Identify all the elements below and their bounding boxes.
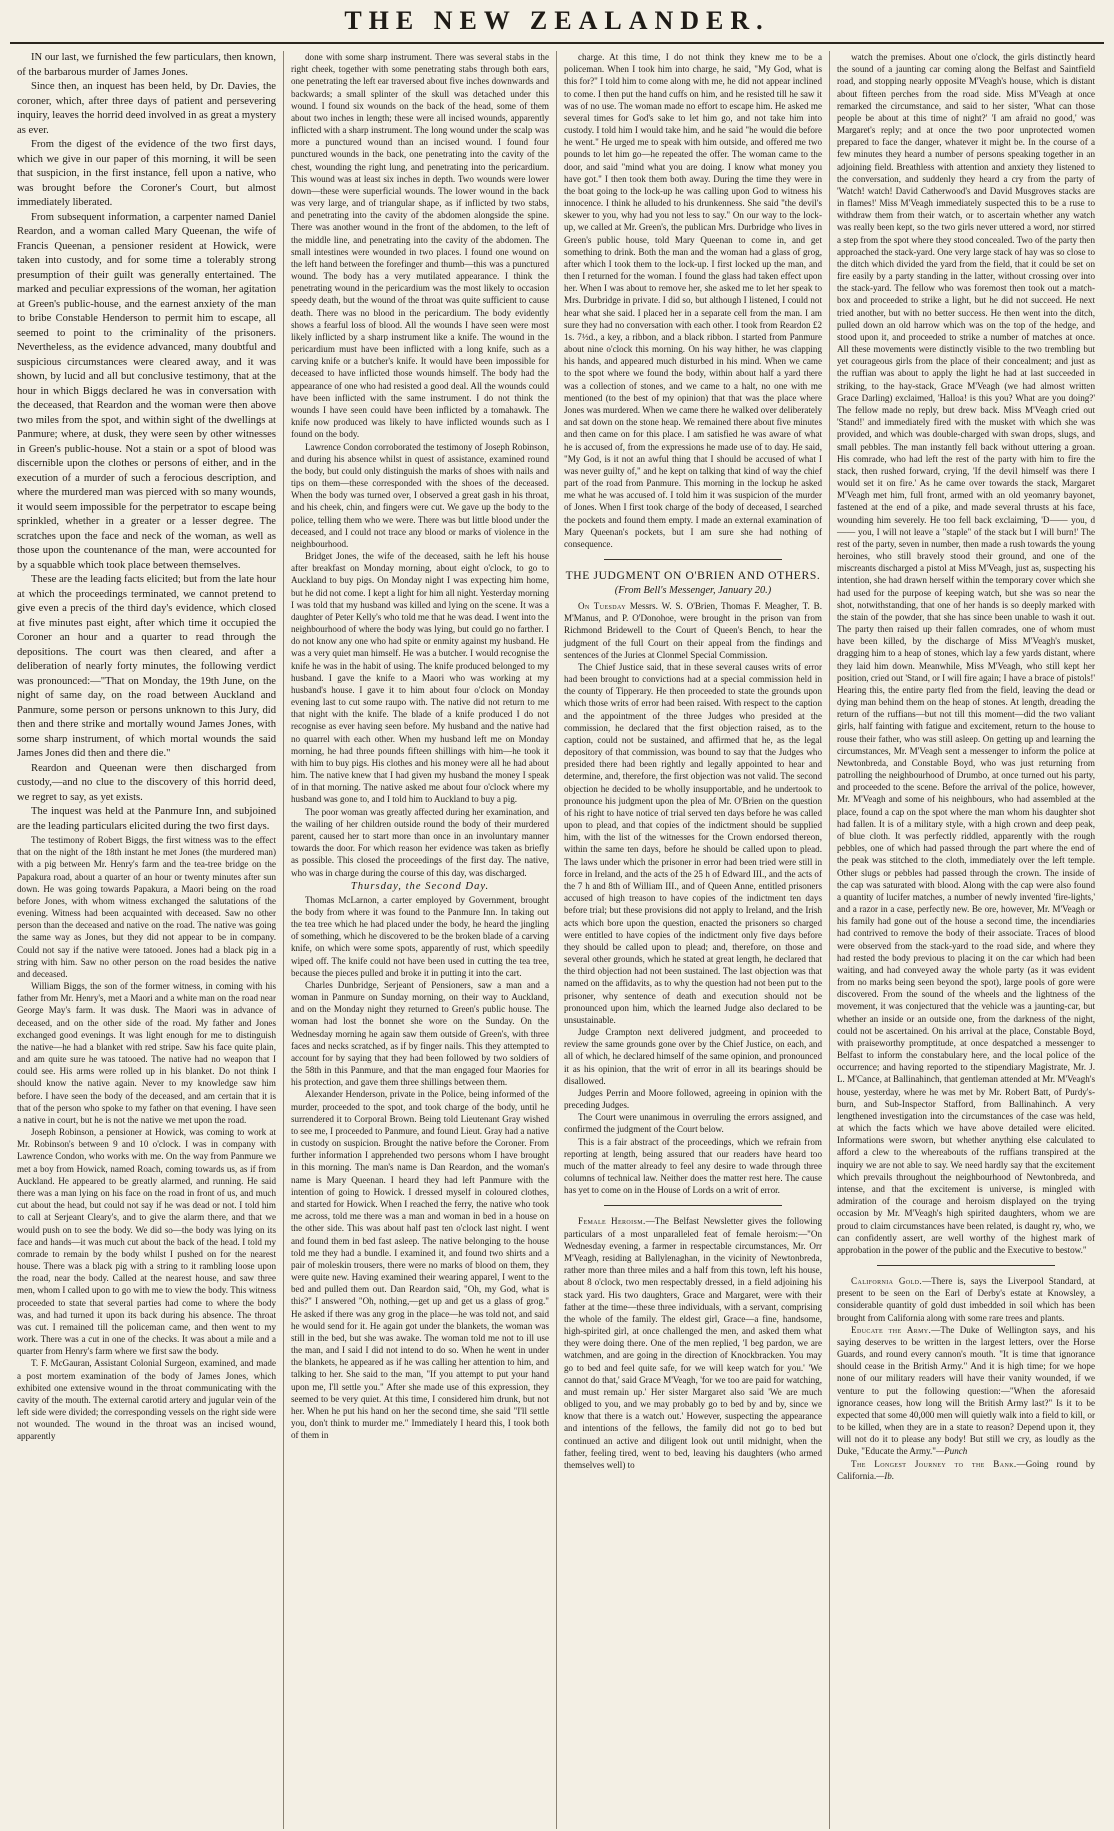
article-headline: THE JUDGMENT ON O'BRIEN AND OTHERS. [565,569,821,583]
inline-text: —The Belfast Newsletter gives the following particulars of a most unparalleled feat of female heroism:—"On Wednesday evening, a farmer in respectable circumstances, Mr. Orr M'Veagh, residing at Ballylenaghan, in the vicinity of Newtonbreda, rather more than three miles and a half from this town, left his house, about 8 o'clock, two men respectably dressed, in a field adjoining his stack yard. His two daughters, Grace and Margaret, were with their father at the time—these three individuals, with a servant, comprising the whole of the family. The eldest girl, Grace—a fine, handsome, high-spirited girl, at once challenged the men, and asked them what they were doing there. One of the men replied, 'I beg pardon, we are watchmen, and are going in the direction of Knockbracken. You may go to bed and feel quite safe, for we will keep watch for you.' 'We cannot do that,' said Grace M'Veagh, 'for we too are paid for watching, and must remain up.' Her sister Margaret also said 'We are much obliged to you, and we may probably go to bed by and by, since we know that there is a watch out.' However, suspecting the appearance and intentions of the fellows, the family did not go to bed but continued an active and diligent look out until midnight, when the father, feeling tired, went to bed, leaving his daughters (who armed themselves well) to [564,1216,822,1470]
columns [10,51,1104,1829]
article-paragraph: The Court were unanimous in overruling the errors assigned, and confirmed the judgment of the Court below. [564,1112,822,1135]
column-1 [10,51,283,1829]
article-paragraph: From the digest of the evidence of the two first days, which we give in our paper of this morning, it will be seen that suspicion, in the first instance, fell upon a native, who was brought before the Coroner's Court, but almost immediately liberated. [17,139,276,208]
testimony-paragraph: done with some sharp instrument. There was several stabs in the right cheek, together with some penetrating stabs through both ears, one penetrating the left ear traversed about five inches downwards and backwards; a small splinter of the skull was detached under this wound. I found six wounds on the back of the head, some of them about two inches in length; these were all incised wounds, apparently inflicted with a sharp instrument. The long wound under the scalp was more a punctured wound than an incised wound. I found four punctured wounds in the back, one penetrating into the cavity of the chest, wounding the right lung, and penetrating into the pericardium. This wound was at least six inches in depth. Two wounds were lower down—these were superficial wounds. The lower wound in the back was very large, and of triangular shape, as if inflicted by two stabs, and penetrating into the cavity of the abdomen alongside the spine. There was another wound in the front of the abdomen, to the left of the middle line, and penetrating into the cavity of the abdomen. The small intestines were wounded in two places. I found one wound on the left hand between the forefinger and thumb—this was a punctured wound. The body has a very mutilated appearance. I think the penetrating wound in the pericardium was the most likely to occasion speedy death, but the wound of the throat was quite sufficient to cause death. There was no blood in the pericardium. The body evidently shows a fearful loss of blood. All the wounds I have seen were most likely inflicted by a sharp instrument like a knife. The wound in the pericardium must have been inflicted with a long knife, such as a carving knife or a butcher's knife. It would have been impossible for deceased to have inflicted those wounds himself. The body had the appearance of one who had resisted a good deal. All the wounds could have been inflicted with the same instrument. I do not think the wounds I have seen could have been inflicted by a tomahawk. The knife now produced was likely to have inflicted wounds such as I found on the body. [291,52,549,440]
testimony-paragraph: Alexander Henderson, private in the Police, being informed of the murder, proceeded to the spot, and took charge of the body, until he surrendered it to Corporal Brown. Being told Lieutenant Gray wished to see me, I proceeded to Panmure, and found Lieut. Gray had a native in custody on suspicion. Brought the native before the Coroner. From further information I apprehended two persons whom I have brought in this morning. The man's name is Dan Reardon, and the woman's name is Mary Queenan. I heard they had left Panmure with the intention of going to Howick. I dressed myself in coloured clothes, and started for Howick. When I reached the ferry, the native who took me across, told me there was a man and woman in bed in a house on the other side. This was about half past ten o'clock last night. I went and found them in bed fast asleep. The native belonging to the house told me they had a bundle. I examined it, and found two shirts and a pair of moleskin trousers, there were no marks of blood on them, they were quite new. Having examined their wearing apparel, I went to the bed and pulled them out. Dan Reardon said, "Oh, my God, what is this?" I answered "Oh, nothing,—get up and get us a glass of grog." He asked if there was any grog in the place—he was told not, and said he would send for it. He again got under the blankets, the woman was still in the bed, but she was awake. The woman told me not to ill use the man, and I said I did not intend to do so. When he went in under the blankets, he appeared as if he was calling her attention to him, and talking to her. She said to the man, "If you attempt to put your hand upon me, I'll settle you." After she made use of this expression, they seemed to be very quiet. At this time, I considered him drunk, but not her. When he put his hand on her the second time, she said "I'll settle you, don't think to murder me." Immediately I heard this, I took both of them in [291,1089,549,1441]
testimony-paragraph: Bridget Jones, the wife of the deceased, saith he left his house after breakfast on Monday morning, about eight o'clock, to go to Auckland to buy pigs. On Monday night I was expecting him home, but he did not come. I kept a light for him all night. Yesterday morning I was told that my husband was killed and lying on the scene. It was a daughter of Peter Kelly's who told me that he was dead. I went into the neighbourhood of where the body was lying, but could go no farther. I do not know any one who had spite or enmity against my husband. He was a very quiet man himself. He was a butcher. I would recognise the knife he was in the habit of using. The knife produced belonged to my husband. I gave the knife to a Maori who was working at my husband's house. I gave it to him about four o'clock on Monday evening last to cut some raupo with. The native did not return to me that night with the knife. The blade of a knife produced I do not recognise as ever having seen before. My husband and the native had no quarrel with each other. When my husband left me on Monday morning, he had three pounds fifteen shillings with him—he took it with him to buy pigs. His clothes and his money were all he had about him. The native knew that I had given my husband the money I speak of in that morning. The native asked me about four o'clock where my husband was gone to, and I told him to Auckland to buy a pig. [291,551,549,805]
note-credit: —Punch [936,1446,968,1457]
day-heading: Thursday, the Second Day. [350,880,490,892]
column-3 [556,51,829,1829]
note-heading: California Gold. [851,1276,923,1287]
note-heading: Educate the Army. [851,1324,932,1335]
article-paragraph: IN our last, we furnished the few particulars, then known, of the barbarous murder of James Jones. [17,52,276,78]
article-lead-paragraph [564,600,822,661]
article-paragraph: The inquest was held at the Panmure Inn, and subjoined are the leading particulars elicited during the two first days. [17,806,276,832]
article-source: (From Bell's Messenger, January 20.) [614,585,772,597]
inline-heading: Female Heroism. [578,1216,646,1227]
note-text: —The Duke of Wellington says, and his saying deserves to be written in the largest letters, over the Horse Guards, and round every cannon's mouth. "It is time that ignorance should cease in the British Army." And it is high time; for we hope none of our military readers will have their vanity wounded, if we venture to put the following question:—"When the aforesaid ignorance ceases, how long will the British Army last?" Is it to be expected that some 40,000 men will quietly walk into a field to kill, or to be killed, when they are in a state to reason? Depend upon it, they will not do it to please any body! But still we cry, as loudly as the Duke, "Educate the Army." [837,1324,1095,1457]
lead-text: Messrs. W. S. O'Brien, Thomas F. Meagher, T. B. M'Manus, and P. O'Donohoe, were brought in the prison van from Richmond Bridewell to the Court of Queen's Bench, to hear the judgment of the full Court on their appeal from the findings and sentences of the Juries at Clonmel Special Commission. [564,601,822,660]
column-2 [283,51,556,1829]
testimony-paragraph: Charles Dunbridge, Serjeant of Pensioners, saw a man and a woman in Panmure on Sunday morning, on their way to Auckland, and on the Monday night they returned to Green's public house. The woman had lost the bonnet she wore on the Sunday. On the Wednesday morning he again saw them outside of Green's, with three faces and necks scratched, as if by finger nails. This they attempted to account for by saying that they had been followed by two soldiers of the 58th in this Panmure, and that the man engaged four Maories for his protection, and gave them three shillings between them. [291,979,549,1088]
article-paragraph: This is a fair abstract of the proceedings, which we refrain from reporting at length, being assured that our readers have heard too much of the matter already to feel any desire to wade through three columns of technical law. Neither does the matter rest here. The cause has yet to come on in the House of Lords on a writ of error. [564,1136,822,1196]
masthead: THE NEW ZEALANDER. [10,6,1104,44]
article-paragraph: Reardon and Queenan were then discharged from custody,—and no clue to the discovery of this horrid deed, we regret to say, as yet exists. [17,762,276,803]
testimony-paragraph: William Biggs, the son of the former witness, in coming with his father from Mr. Henry's, met a Maori and a white man on the road near George May's farm. It was dusk. The Maori was in advance of deceased, and on the other side of the road. My father and Jones exchanged good evenings. It was light enough for me to distinguish the native—he had a blanket with red stripe. Saw his face quite plain, and am quite sure he was tatooed. The native had no weapon that I could see. His arms were rolled up in his blanket. Do not think I should know the native again. Never to my knowledge saw him before. I have seen the body of the deceased, and am certain that it is that of the person who spoke to my father on that evening. I have seen a native in court, but he is not the native we met upon the road. [17,981,276,1125]
note-text: —There is, says the Liverpool Standard, at present to be seen on the Earl of Derby's estate at Knowsley, a considerable quantity of gold dust imbedded in soil which has been brought from California along with some rare trees and plants. [837,1276,1095,1323]
divider-rule [604,1205,782,1206]
column-4 [829,51,1102,1829]
news-note [837,1275,1095,1324]
testimony-paragraph: The testimony of Robert Biggs, the first witness was to the effect that on the night of the 18th instant he met Jones (the murdered man) with a pig between Mr. Henry's farm and the tea-tree bridge on the Papakura road, about a quarter of an hour or twenty minutes after sun down. He was going towards Papakura, a Maori being on the road before Jones, with whom witness exchanged the salutations of the evening. Witness had been acquainted with deceased. Saw no other person than the deceased and native on the road. The native was going the same way as Jones, but they did not appear to be in company. Could not say if the native were tatooed. Jones had a black pig in a string with him. Saw no other person on the road besides the native and deceased. [17,835,276,979]
news-note [837,1458,1095,1482]
female-heroism-paragraph [564,1215,822,1471]
article-paragraph: Judges Perrin and Moore followed, agreeing in opinion with the preceding Judges. [564,1087,822,1111]
article-paragraph: From subsequent information, a carpenter named Daniel Reardon, and a woman called Mary Queenan, the wife of Francis Queenan, a pensioner resident at Howick, were taken into custody, and for some time a tolerably strong presumption of their guilt was generally entertained. The marked and peculiar expressions of the woman, her agitation at Green's public-house, and the earnest anxiety of the man to bribe Constable Henderson to permit him to escape, all seemed to point to the criminality of the prisoners. Nevertheless, as the evidence advanced, many doubtful and suspicious circumstances were cleared away, and it was shown, by lucid and all but conclusive testimony, that at the hour in which Biggs declared he was in conversation with the deceased, that Reardon and the woman were then above two miles from the spot, and within sight of the dwellings at Panmure; where, at dusk, they were seen by other witnesses in Green's public-house. Not a stain or a spot of blood was discernible upon the clothes or persons of either, and in the execution of a murder of such a ferocious description, and where the murdered man was pierced with so many wounds, it would seem impossible for the perpetrator to escape being sprinkled, whether in a greater or a lesser degree. The scratches upon the face and neck of the woman, as well as those upon the countenance of the man, were accounted for by a squabble which took place between themselves. [17,211,276,571]
lead-caps: On Tuesday [578,601,626,612]
note-credit: —Ib. [876,1470,895,1481]
testimony-paragraph: T. F. McGauran, Assistant Colonial Surgeon, examined, and made a post mortem examination of the body of James Jones, which exhibited one extensive wound in the throat communicating with the cavity of the mouth. The external carotid artery and jugular vein of the left side were divided; the corresponding vessels on the right side were not wounded. The wound in the throat was an incised wound, apparently [17,1358,276,1442]
article-paragraph: Judge Crampton next delivered judgment, and proceeded to review the same grounds gone over by the Chief Justice, on each, and all of which, he declared himself of the same opinion, and pronounced it as his opinion, that the writ of error in all its bearings should be disallowed. [564,1027,822,1086]
testimony-paragraph: Joseph Robinson, a pensioner at Howick, was coming to work at Mr. Robinson's between 9 and 10 o'clock. I was in company with Lawrence Condon, who works with me. On the way from Panmure we met a boy from Howick, named Roach, coming towards us, as if from Auckland. He appeared to be greatly alarmed, and running. He said there was a man lying on his face on the road in front of us, and much cut about the head, but could not say if he was dead or not. I told him to call at Serjeant Cleary's, and to give the alarm there, and that we would push on to see the body. We did so—the body was lying on its face and hands—it was much cut about the back of the head. I told my comrade to remain by the body whilst I pushed on for the nearest house. There was a black pig with a string to it rambling loose upon the road, near the body. Called at the nearest house, and saw three men, whom I called upon to go with me to view the body. This witness proceeded to state that several parties had come to where the body was, and had turned it upon its back during his absence. The throat was cut. I remained till the policeman came, and then went to my work. There was a cut in one of the checks. It was about a mile and a quarter from Henry's farm where we first saw the body. [17,1127,276,1357]
testimony-paragraph: The poor woman was greatly affected during her examination, and the wailing of her children outside round the body of their murdered parent, caused her to start more than once in an involuntary manner towards the door. For which reason her evidence was taken as briefly as possible. This closed the proceedings of the first day. The native, who was in charge during the course of this day, was discharged. [291,806,549,878]
article-paragraph: The Chief Justice said, that in these several causes writs of error had been brought to convictions had at a special commission held in the county of Tipperary. He then proceeded to state the grounds upon which those writs of error had been raised. With respect to the caption and the appointment of the three Judges who presided at the commission, he declared that the first objection raised, as to the caption, could not be sustained, and affirmed that he, as the legal depository of that commission, was bound to say that the Judges who presided there had been rightly and legally appointed to hear and determine, and, therefore, the first objection was not valid. The second objection he decided to be wholly insupportable, and he undertook to pronounce his judgment upon the plea of Mr. O'Brien on the question of his right to have notice of trial served ten days before he was called upon to plead, and that copies of the indictment should be supplied him, with the list of the witnesses for the Crown endorsed thereon, within the same ten days, before he should be called upon to plead. The laws under which the prisoner in error had been tried were still in force in Ireland, and the acts of the 25 h of Edward III., and the acts of the 7 h and 8th of William III., and of Queen Anne, entitled prisoners accused of high treason to have copies of the indictment ten days before trial; but these provisions did not apply to Ireland, and the Irish acts which bore upon the question, enacted the prisoners so charged were entitled to have copies of the indictment only five days before they should be called upon to plead; and, therefore, on those and several other grounds, which he stated at great length, he declared that the third objection had not been sustained. The last objection was that named on the affidavits, as to why the question had not been put to the prisoner, why sentence of death and execution should not be pronounced upon him, which the learned Judge also declared to be unsustainable. [564,661,822,1025]
article-paragraph: watch the premises. About one o'clock, the girls distinctly heard the sound of a jaunting car coming along the Belfast and Saintfield road, and stopping nearly opposite M'Veagh's house, which is distant about fifteen perches from the road side. Miss M'Veagh at once remarked the circumstance, and said to her sister, 'What can those people be about at this time of night?' 'I am afraid no good,' was Margaret's reply; and at once the two poor unprotected women prepared to face the danger, whatever it might be. In the course of a few minutes they heard a number of persons speaking together in an adjoining field. Breathless with attention and anxiety they listened to the conversation, and suddenly they heard a cry from the party of 'Watch! watch! David Catherwood's and David Musgroves stacks are in flames!' Miss M'Veagh immediately suspected this to be a ruse to withdraw them from their watch, or to ascertain whether any watch was really been kept, so the two girls never uttered a word, nor stirred a step from the spot where they stood concealed. Two of the party then approached the stack-yard. One very large stack of hay was so close to the ditch which divided the yard from the field, that it could be set on fire easily by a party standing in the latter, without crossing over into the stack-yard. The fellow who was foremost then took out a match-box and proceeded to strike a light, but he did not succeed. He next tried another, but with no better success. He then went into the ditch, pulled down an old harrow which was on the top of the hedge, and stood upon it, and proceeded to strike a number of matches at once. All these movements were distinctly visible to the two trembling but yet courageous girls from the place of their concealment; and just as the ruffian was about to apply the light he had at last succeeded in striking, to the hay-stack, Grace M'Veagh (we had almost written Grace Darling) exclaimed, 'Halloa! is this you? What are you doing?' The fellow made no reply, but drew back. Miss M'Veagh cried out 'Stand!' and immediately fired with the musket with which she was provided, and which was double-charged with swan drops, slugs, and small pebbles. The man instantly fell back without uttering a groan. His comrade, who had left the rest of the party with him to fire the stack, then rushed forward, crying, 'If the devil himself was there I would set it on fire.' As he came over towards the stack, Margaret M'Veagh met him, full front, armed with an old yeomanry bayonet, fastened at the end of a pike, and made several thrusts at his face, wounding him severely. He too fell back exclaiming, 'D—— you, d—— you, I will not leave a "staple" of the stack but I will burn!' The rest of the party, seven in number, then made a rush towards the young heroines, who still bravely stood their ground, and one of the miscreants discharged a pistol at Miss M'Veagh, just as, suspecting his intention, she had drawn herself within the temporary cover which she had used for the purpose of keeping watch, but she was so near the shot, notwithstanding, that one of her hands is so deeply marked with the stain of the powder, that she has since been unable to wash it out. The party then raised up their fallen comrades, one of whom must have been killed, by the discharge of Miss M'Veagh's musket, dragging him to a heap of stones, which lay a few yards distant, where they laid him down. Meanwhile, Miss M'Veagh, who still kept her position, cried out 'Stand, or I will fire again; I have a brace of pistols!' Hearing this, the entire party fled from the field, leaving the dead or dying man behind them on the heap of stones. At length, dreading the return of the ruffians—but not till this moment—did the two valiant girls, half fainting with fatigue and excitement, return to the house to rouse their father, who was still asleep. On getting up and learning the circumstances, Mr. M'Veagh sent a messenger to inform the police at Newtonbreda, and Constable Boyd, who was just returning from patrolling the neighbourhood of Drumbo, at once turned out his party, and proceeded to the scene. Before the arrival of the police, however, Mr. M'Veagh and some of his neighbours, who had assembled at the place, found a cap on the spot where the man whom his daughter shot had fallen. It is of a military style, with a high crown and deep peak, of blue cloth. It was perfectly riddled, apparently with the rough pebbles, one of which had passed through the part where the end of the peak was stitched to the cloth, immediately over the left temple. Other slugs or pebbles had passed through the crown. The inside of the cap was saturated with blood. Along with the cap were also found a quantity of lucifer matches, a number of newly invented 'fire-lights,' and a razor in a case, perfectly new. Be ore, however, Mr. M'Veagh or his family had gone out of the house a second time, the incendiaries had contrived to remove the body of their associate. Traces of blood were observed from the stack-yard to the road side, and where they had rested the body previous to placing it on the car which had been waiting, and had conveyed away the whole party (as it was evident from no marks being seen beyond the spot), large pools of gore were discovered. From the sound of the wheels and the lightness of the movement, it was conjectured that the vehicle was a jaunting-car, but whether an inside or an outside one, from the darkness of the night, could not be ascertained. On his arrival at the place, Constable Boyd, with praiseworthy promptitude, at once despatched a messenger to Belfast to inform the constabulary here, and the local police of the occurrence; and having reported to the stipendiary Magistrate, Mr. J. L. M'Cance, at Ballinahinch, that gentleman attended at Mr. M'Veagh's house, yesterday, where he was met by Mr. Robert Batt, of Purdy's-burn, and Sub-Inspector Stafford, from Ballinahinch. A very lengthened investigation into the circumstances of the case was held, at which the facts which we have above detailed were elicited. Informations were sworn, but whether anything else calculated to afford a clew to the whereabouts of the ruffians transpired at the inquiry we are not able to say. We need hardly say that the excitement which prevails throughout the neighbourhood of Newtonbreda, and intense, and that the excitement is universe, is mingled with admiration of the courage and heroism displayed on the trying occasion by Mr. M'Veagh's high spirited daughters, whom we are proud to claim circumstances have been related, is daught ry, who, we can confidently assert, are well worthy of the highest mark of approbation in the power of the public and the Executive to bestow." [837,52,1095,1255]
divider-rule [877,1265,1055,1266]
news-note [837,1324,1095,1458]
divider-rule [604,559,782,560]
testimony-paragraph: Thomas McLarnon, a carter employed by Government, brought the body from where it was found to the Panmure Inn. In taking out the tea tree which he had placed under the body, he heard the jingling of something, which he discovered to be the broken blade of a carving knife, on which were some spots, apparently of rust, which speedily wiped off. The knife could not have been used in cutting the tea tree, because the pieces pulled and broke it in putting it into the cart. [291,894,549,978]
testimony-paragraph: charge. At this time, I do not think they knew me to be a policeman. When I took him into charge, he said, "My God, what is this for?" I told him to come along with me, he did not appear inclined to come. I then put the hand cuffs on him, and he resisted till he saw it was of no use. The woman made no effort to escape him. He asked me several times for God's sake to let him go, and not take him into custody. I told him I would take him, and he said "he would die before he went." He urged me to speak with him outside, and offered me two pounds to let him go—he repeated the offer. The woman came to the door, and said "mind what you are doing. I know what money you have got." I then took them both away. During the time they were in the boat going to the lock-up he was calling upon God to witness his innocence. I think he alluded to his drunkenness. She said "the devil's skewer to you, why had you not less to say." On our way to the lock-up, we called at Mr. Green's, the publican Mrs. Durbridge who lives in Green's public house, told Mary Queenan to come in, and get something to drink. Both the man and the woman had a glass of grog, after which I took them to the lock-up. I first locked up the man, and then I returned for the woman. I found the glass had taken effect upon her. When I was about to remove her, she asked me to let her speak to Mrs. Durbridge in private. I did so, but although I listened, I could not hear what she said. I placed her in a separate cell from the man. I am sure they had no conversation with each other. I took from Reardon £2 1s. 7½d., a key, a ribbon, and a black ribbon. I started from Panmure about nine o'clock this morning. On his way hither, he was clapping his hands, and appeared much disturbed in his mind. When we came to the spot where we found the body, within about half a yard there was a collection of stones, and we came to a halt, no one with me mentioned (to the best of my opinion) that that was the place where Jones was murdered. When we came there he walked over deliberately and sat down on the stone heap. We remained there about five minutes and then came on for this place. I am satisfied he was aware of what he is accused of, from the expressions he made use of to day. He said, "My God, is it not an awful thing that I should be accused of what I was never guilty of," and he kept on talking that kind of way the chief part of the road from Panmure. This morning in the lockup he asked me what he was accused of. I told him it was suspicion of the murder of Jones. When I first took charge of the body of deceased, I searched the pockets and found them empty. I made an external examination of Mary Queenan's pockets, but I am sure she had nothing of consequence. [564,52,822,549]
testimony-paragraph: Lawrence Condon corroborated the testimony of Joseph Robinson, and during his absence whilst in quest of assistance, examined round the body, but could only distinguish the marks of shoes with nails and tips on them—these corresponded with the shoes of the deceased. When the body was turned over, I observed a great gash in his throat, and his cheek, chin, and fingers were cut. We gave up the body to the police, telling them who we were. There was but little blood under the deceased, and I could not trace any blood or marks of violence in the neighbourhood. [291,441,549,549]
article-paragraph: Since then, an inquest has been held, by Dr. Davies, the coroner, which, after three days of patient and persevering inquiry, leaves the horrid deed involved in as great a mystery as ever. [17,81,276,136]
note-text: —Going round by California. [837,1458,1096,1481]
article-paragraph: These are the leading facts elicited; but from the late hour at which the proceedings terminated, we cannot pretend to give even a precis of the third day's evidence, which closed at five minutes past eight, after which time it occupied the Coroner an hour and a quarter to read through the depositions. The court was then cleared, and after a deliberation of nearly forty minutes, the following verdict was pronounced:—"That on Monday, the 19th June, on the night of same day, on the road between Auckland and Panmure, some person or persons unknown to this Jury, did then and there strike and mortally wound James Jones, with some sharp instrument, of which mortal wounds the said James Jones did then and there die." [17,574,276,759]
note-heading: The Longest Journey to the Bank. [851,1458,1017,1469]
